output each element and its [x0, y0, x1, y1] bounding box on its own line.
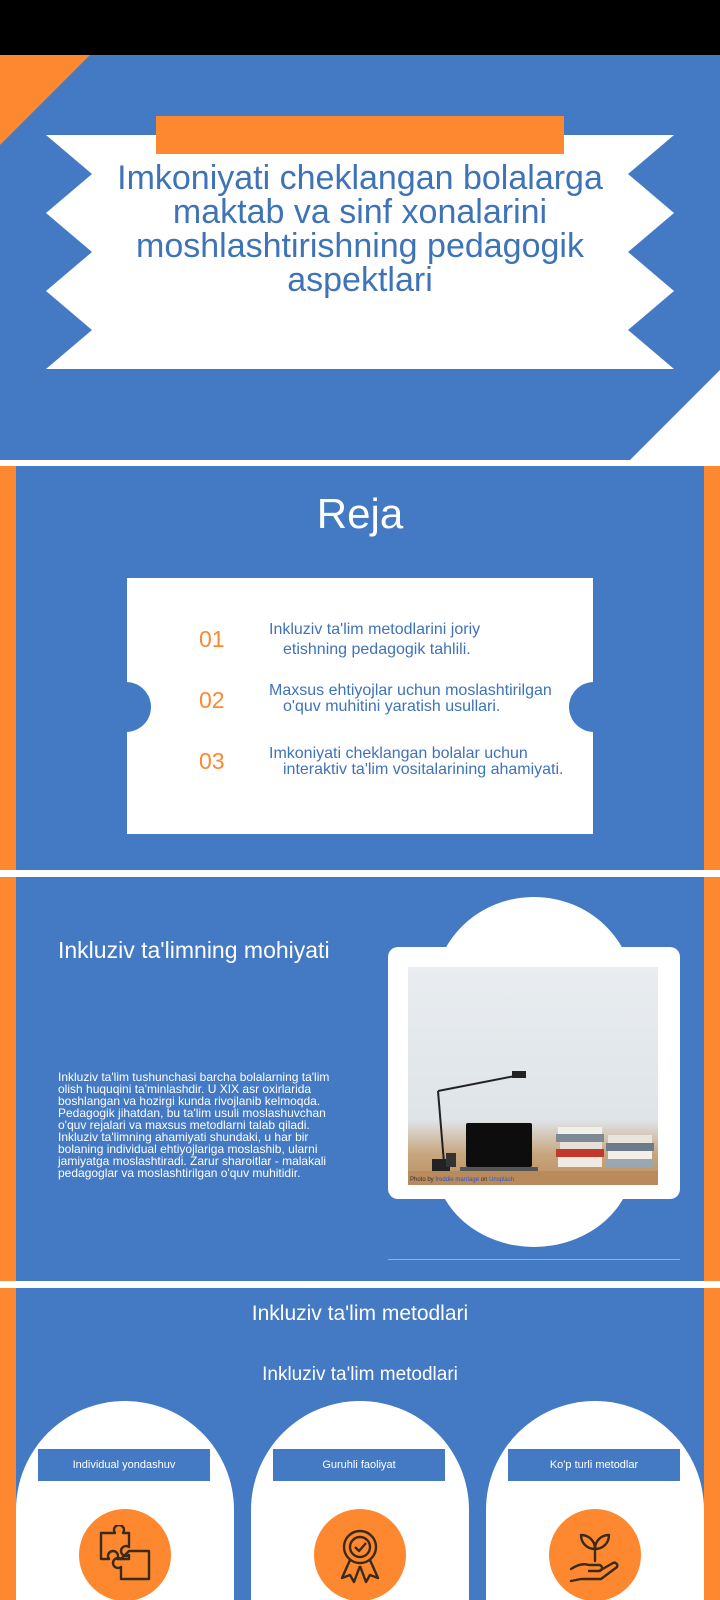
plan-item-text [269, 622, 591, 658]
methods-title: Inkluziv ta'lim metodlari [251, 1302, 469, 1325]
orange-strip-right [704, 1288, 720, 1600]
divider-line [388, 1259, 680, 1260]
method-card-various [486, 1401, 704, 1600]
slide-plan[interactable] [0, 466, 720, 870]
plan-item-line2: interaktiv ta'lim vositalarining ahamiyati. [283, 761, 564, 778]
title-accent-bar [156, 116, 564, 154]
credit-mid: on [480, 1177, 488, 1183]
plan-item-line1: Maxsus ehtiyojlar uchun moslashtirilgan [269, 682, 552, 699]
credit-prefix: Photo by [410, 1177, 434, 1183]
corner-triangle-top-left [0, 55, 90, 145]
puzzle-icon [79, 1509, 171, 1600]
method-card-individual [16, 1401, 234, 1600]
top-black-bar [0, 0, 720, 55]
orange-strip-right [704, 877, 720, 1281]
desk-illustration [408, 967, 658, 1185]
plan-item-number: 03 [199, 748, 225, 774]
credit-site-link[interactable]: Unsplash [489, 1177, 515, 1183]
slide-essence[interactable] [0, 877, 720, 1281]
plan-item-line1: Imkoniyati cheklangan bolalar uchun [269, 745, 528, 762]
credit-author-link[interactable]: freddie marriage [435, 1177, 480, 1183]
plan-item-text [269, 746, 591, 778]
plan-card [127, 578, 593, 834]
method-label: Individual yondashuv [38, 1449, 210, 1481]
plan-title: Reja [316, 490, 404, 537]
plan-item-number: 02 [199, 687, 225, 713]
plant-hand-icon [549, 1509, 641, 1600]
orange-strip-left [0, 877, 16, 1281]
corner-triangle-bottom-right [630, 370, 720, 460]
photo-frame [388, 897, 680, 1245]
plan-item-line1: Inkluziv ta'lim metodlarini joriy [269, 621, 481, 638]
plan-item-text [269, 683, 591, 715]
plan-item-line2: etishning pedagogik tahlili. [283, 641, 471, 658]
essence-title: Inkluziv ta'limning mohiyati [58, 937, 330, 963]
slide-methods[interactable] [0, 1288, 720, 1600]
method-card-group [251, 1401, 469, 1600]
slide-separator [0, 870, 720, 877]
slide-title-text: Imkoniyati cheklangan bolalarga maktab va sinf xonalarini moshlashtirishning pedagogik aspektlari [117, 159, 603, 299]
plan-item-line2: o'quv muhitini yaratish usullari. [283, 698, 501, 715]
award-icon [314, 1509, 406, 1600]
orange-strip-left [0, 1288, 16, 1600]
methods-subtitle: Inkluziv ta'lim metodlari [262, 1364, 458, 1385]
slide-title[interactable] [0, 55, 720, 460]
slide-separator [0, 1281, 720, 1288]
photo-credit [410, 1177, 514, 1183]
desk-laptop-photo [408, 967, 658, 1185]
plan-item-number: 01 [199, 626, 225, 652]
method-label: Ko'p turli metodlar [508, 1449, 680, 1481]
card-notch-left [101, 682, 151, 732]
essence-body-text: Inkluziv ta'lim tushunchasi barcha bolalarning ta'lim olish huquqini ta'minlashdir. U XIX asr oxirlarida boshlangan va hozirgi kunda rivojlanib kelmoqda. Pedagogik jihatdan, bu ta'lim usuli moslashuvchan o'quv rejalari va maxsus metodlarni talab qiladi. Inkluziv ta'limning ahamiyati shundaki, u har bir bolaning individual ehtiyojlariga moslashib, ularni jamiyatga moslashtiradi. Zarur sharoitlar - malakali pedagoglar va moslashtirilgan o'quv muhitidir. [58, 1070, 330, 1180]
method-label: Guruhli faoliyat [273, 1449, 445, 1481]
